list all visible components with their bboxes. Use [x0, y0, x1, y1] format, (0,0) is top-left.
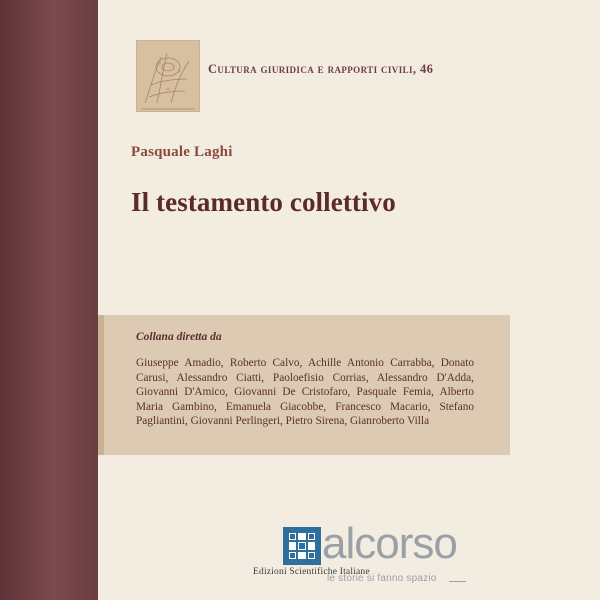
left-color-band-gradient [0, 0, 98, 600]
publisher-tagline: le storie si fanno spazio [327, 573, 437, 584]
editorial-board-names: Giuseppe Amadio, Roberto Calvo, Achille Antonio Carrabba, Donato Carusi, Alessandro Ciatti, Paoloefisio Corrias, Alessandro D'Adda, Giovanni D'Amico, Giovanni De Cristofaro, Pasquale Femia, Alberto Maria Gambino, Emanuela Giacobbe, Francesco Macario, Stefano Pagliantini, Giovanni Perlingeri, Pietro Sirena, Gianroberto Villa [136, 357, 474, 428]
logo-cell [298, 552, 305, 559]
publisher-name: Edizioni Scientifiche Italiane [253, 567, 370, 577]
logo-cell [308, 542, 315, 549]
logo-grid [289, 533, 315, 559]
author-name: Pasquale Laghi [131, 144, 233, 160]
editorial-board-accent-bar [98, 315, 104, 455]
logo-cell [298, 542, 305, 549]
logo-cell [308, 552, 315, 559]
publisher-brand: alcorso [322, 519, 457, 568]
book-title: Il testamento collettivo [131, 187, 396, 217]
logo-cell [298, 533, 305, 540]
grid-square-logo-icon [283, 527, 321, 565]
logo-cell [289, 533, 296, 540]
logo-cell [289, 552, 296, 559]
logo-cell [308, 533, 315, 540]
decorative-engraving-icon [136, 40, 200, 112]
series-title: Cultura giuridica e rapporti civili, 46 [208, 62, 434, 76]
editorial-board-heading: Collana diretta da [136, 331, 222, 343]
logo-cell [289, 542, 296, 549]
left-color-band [0, 0, 98, 600]
tagline-rule [449, 581, 466, 582]
